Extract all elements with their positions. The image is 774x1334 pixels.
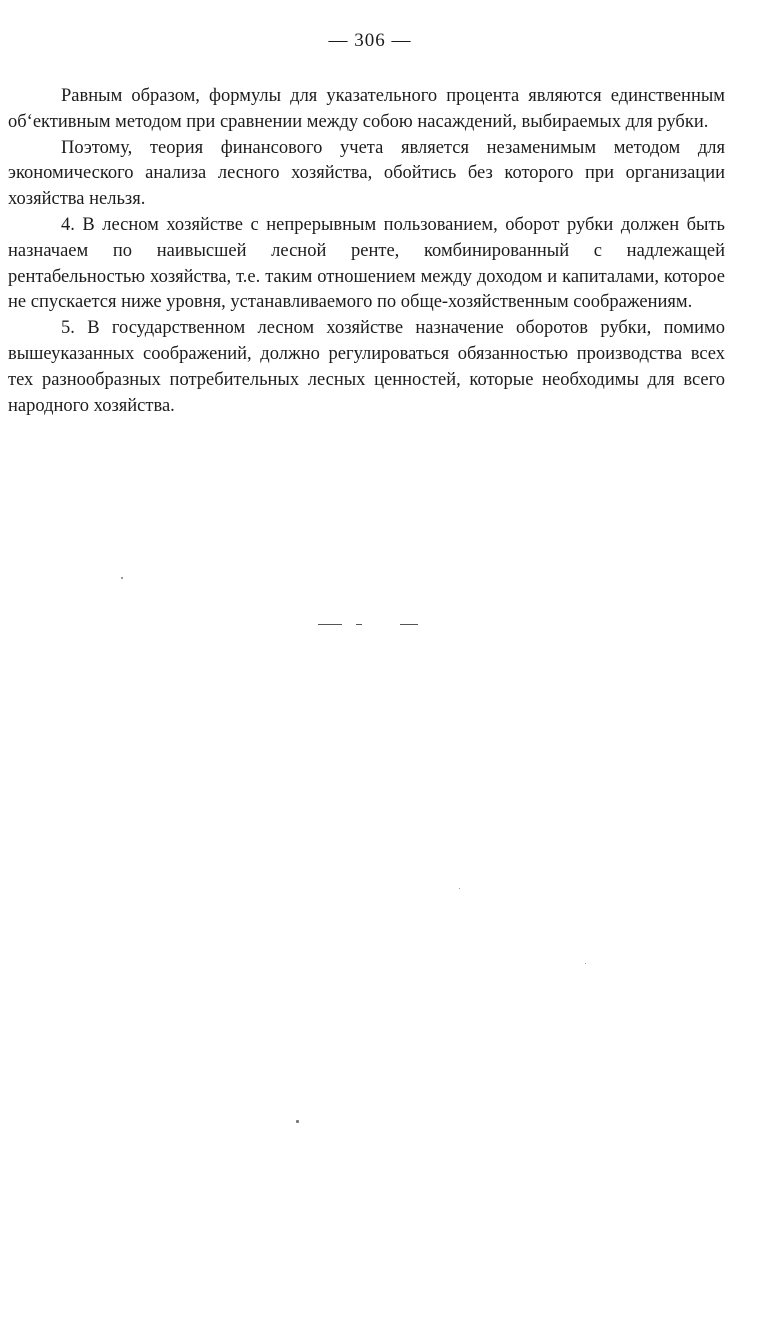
section-divider-left [318,624,342,625]
paragraph-1: Равным образом, формулы для указательного процента являются единственным об‘ективным методом при сравнении между собою насаждений, выбираемых для рубки. [8,86,725,132]
section-divider-right [400,624,418,625]
scan-speck [121,577,123,579]
page-number: — 306 — [328,30,412,51]
body-text [8,84,725,419]
paragraph-2: Поэтому, теория финансового учета является незаменимым методом для экономического анализа лесного хозяйства, обойтись без которого при организации хозяйства нельзя. [8,137,725,210]
scan-speck [585,963,586,964]
paragraph-3: 4. В лесном хозяйстве с непрерывным пользованием, оборот рубки должен быть назначаем по наивысшей лесной ренте, комбинированный с надлежащей рентабельностью хозяйства, т.е. таким отношением между доходом и капиталами, которое не спускается ниже уровня, устанавливаемого по обще-хозяйственным соображениям. [8,214,725,313]
paragraph-4: 5. В государственном лесном хозяйстве назначение оборотов рубки, помимо вышеуказанных соображений, должно регулироваться обязанностью производства всех тех разнообразных потребительных лесных ценностей, которые необходимы для всего народного хозяйства. [8,318,725,416]
section-divider-middle [356,624,362,625]
scan-speck [459,888,460,889]
scan-speck [296,1120,299,1123]
